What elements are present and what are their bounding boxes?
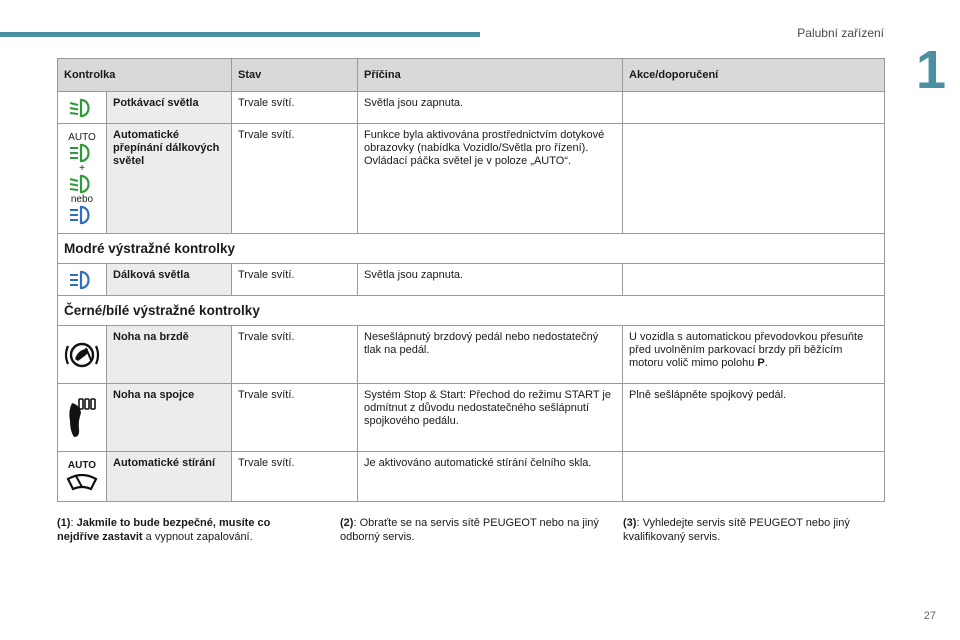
table-row	[58, 264, 885, 296]
table-row	[58, 384, 885, 452]
icon-cell	[58, 264, 107, 296]
dipped-beam-icon	[67, 174, 97, 194]
dipped-beam-icon	[67, 97, 97, 119]
group-title: Černé/bílé výstražné kontrolky	[58, 296, 885, 326]
action-bold: P	[757, 357, 765, 369]
light-cause: Systém Stop & Start: Přechod do režimu START je odmítnut z důvodu nedostatečného sešlápnutí spojkového pedálu.	[358, 384, 623, 452]
icon-cell	[58, 92, 107, 124]
warning-lights-table	[57, 58, 885, 502]
light-name: Noha na brzdě	[107, 326, 232, 384]
icon-cell	[58, 124, 107, 234]
footnote-2	[340, 516, 600, 544]
cause-line: Funkce byla aktivována prostřednictvím dotykové obrazovky (nabídka Vozidlo/Světla pro řízení).	[364, 129, 605, 154]
icon-cell	[58, 326, 107, 384]
action-text: U vozidla s automatickou převodovkou přesuňte před uvolněním parkovací brzdy při běžícím motoru volič mimo polohu	[629, 331, 864, 369]
light-state: Trvale svítí.	[232, 384, 358, 452]
footnote-3	[623, 516, 885, 544]
icon-cell	[58, 384, 107, 452]
group-title: Modré výstražné kontrolky	[58, 234, 885, 264]
auto-label: AUTO	[67, 460, 97, 471]
group-header-bw	[58, 296, 885, 326]
light-action	[623, 452, 885, 502]
footnote-text: : Obraťte se na servis sítě PEUGEOT nebo na jiný odborný servis.	[340, 517, 599, 543]
table-row	[58, 326, 885, 384]
high-beam-blue-icon	[67, 205, 97, 225]
light-state: Trvale svítí.	[232, 124, 358, 234]
high-beam-icon	[67, 269, 97, 291]
icon-cell	[58, 452, 107, 502]
light-name: Noha na spojce	[107, 384, 232, 452]
light-state: Trvale svítí.	[232, 452, 358, 502]
light-name: Automatické přepínání dálkových světel	[107, 124, 232, 234]
light-action	[623, 124, 885, 234]
table-row	[58, 92, 885, 124]
light-name: Potkávací světla	[107, 92, 232, 124]
light-cause	[358, 124, 623, 234]
footnote-bold: Jakmile to bude bezpečné, musíte co nejdříve zastavit	[57, 517, 271, 543]
auto-wiper-icon	[65, 471, 99, 493]
light-cause: Je aktivováno automatické stírání čelního skla.	[358, 452, 623, 502]
table-row	[58, 452, 885, 502]
action-text-end: .	[764, 357, 768, 369]
footnote-marker: (1)	[57, 517, 71, 529]
light-action	[623, 326, 885, 384]
page-number: 27	[923, 610, 936, 622]
light-state: Trvale svítí.	[232, 264, 358, 296]
light-action	[623, 92, 885, 124]
light-cause: Světla jsou zapnuta.	[358, 92, 623, 124]
footnote-text: : Vyhledejte servis sítě PEUGEOT nebo jiný kvalifikovaný servis.	[623, 517, 850, 543]
chapter-number: 1	[915, 40, 946, 100]
column-header-light: Kontrolka	[58, 59, 232, 92]
auto-high-beam-icon	[67, 143, 97, 163]
foot-on-clutch-icon	[64, 397, 100, 439]
plus-label: +	[79, 163, 85, 174]
light-state: Trvale svítí.	[232, 92, 358, 124]
group-header-blue	[58, 234, 885, 264]
column-header-cause: Příčina	[358, 59, 623, 92]
light-state: Trvale svítí.	[232, 326, 358, 384]
light-action	[623, 264, 885, 296]
or-label: nebo	[70, 194, 94, 205]
footnote-marker: (2)	[340, 517, 354, 529]
light-cause: Nesešlápnutý brzdový pedál nebo nedostatečný tlak na pedál.	[358, 326, 623, 384]
light-cause: Světla jsou zapnuta.	[358, 264, 623, 296]
cause-line: Ovládací páčka světel je v poloze „AUTO“.	[364, 155, 572, 167]
header-accent-bar	[0, 32, 480, 37]
light-name: Dálková světla	[107, 264, 232, 296]
footnote-text: a vypnout zapalování.	[142, 531, 253, 543]
auto-label: AUTO	[68, 132, 96, 143]
light-action: Plně sešlápněte spojkový pedál.	[623, 384, 885, 452]
table-header-row	[58, 59, 885, 92]
table-row	[58, 124, 885, 234]
footnote-marker: (3)	[623, 517, 637, 529]
section-title: Palubní zařízení	[797, 26, 884, 40]
column-header-action: Akce/doporučení	[623, 59, 885, 92]
column-header-state: Stav	[232, 59, 358, 92]
light-name: Automatické stírání	[107, 452, 232, 502]
footnote-1: (1): Jakmile to bude bezpečné, musíte co nejdříve zastavit a vypnout zapalování.	[57, 517, 271, 543]
foot-on-brake-icon	[64, 340, 100, 370]
